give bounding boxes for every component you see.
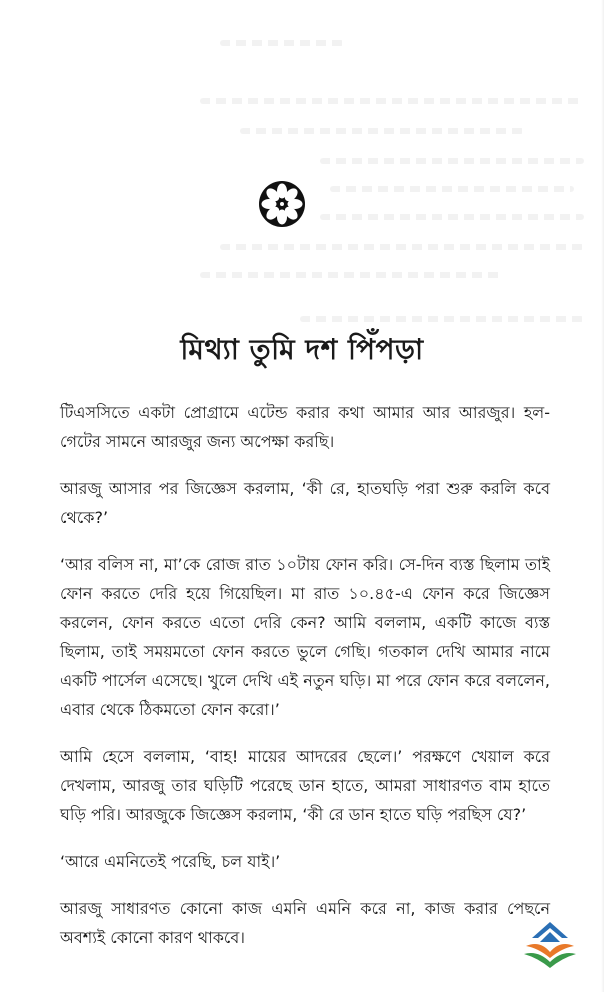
bleed-through-line: [320, 214, 584, 220]
bleed-through-line: [200, 272, 504, 278]
paragraph: আরজু সাধারণত কোনো কাজ এমনি এমনি করে না, কাজ করার পেছনে অবশ্যই কোনো কারণ থাকবে।: [60, 899, 550, 947]
paragraph: টিএসসিতে একটা প্রোগ্রামে এটেন্ড করার কথা আমার আর আরজুর। হল-গেটের সামনে আরজুর জন্য অপেক্ষা করছি।: [60, 403, 550, 451]
bleed-through-line: [220, 244, 584, 250]
flower-ornament-icon: [258, 180, 306, 228]
publisher-logo-icon: [518, 918, 582, 970]
bleed-through-line: [240, 128, 524, 134]
bleed-through-line: [200, 98, 584, 104]
body-text: [60, 398, 550, 970]
paragraph: ‘আরে এমনিতেই পরেছি, চল যাই।’: [60, 852, 281, 871]
chapter-title: মিথ্যা তুমি দশ পিঁপড়া: [180, 333, 424, 366]
bleed-through-line: [330, 186, 574, 192]
bleed-through-line: [300, 316, 584, 322]
paragraph: ‘আর বলিস না, মা’কে রোজ রাত ১০টায় ফোন করি। সে-দিন ব্যস্ত ছিলাম তাই ফোন করতে দেরি হয়ে গিয়েছিল। মা রাত ১০.৪৫-এ ফোন করে জিজ্ঞেস করলেন, ফোন করতে এতো দেরি কেন? আমি বললাম, একটি কাজে ব্যস্ত ছিলাম, তাই সময়মতো ফোন করতে ভুলে গেছি। গতকাল দেখি আমার নামে একটি পার্সেল এসেছে। খুলে দেখি এই নতুন ঘড়ি। মা পরে ফোন করে বললেন, এবার থেকে ঠিকমতো ফোন করো।’: [60, 555, 550, 719]
bleed-through-line: [320, 158, 584, 164]
paragraph: আরজু আসার পর জিজ্ঞেস করলাম, ‘কী রে, হাতঘড়ি পরা শুরু করলি কবে থেকে?’: [60, 479, 550, 527]
bleed-through-line: [220, 40, 344, 46]
paragraph: আমি হেসে বললাম, ‘বাহ! মায়ের আদরের ছেলে।’ পরক্ষণে খেয়াল করে দেখলাম, আরজু তার ঘড়িটি পরেছে ডান হাতে, আমরা সাধারণত বাম হাতে ঘড়ি পরি। আরজুকে জিজ্ঞেস করলাম, ‘কী রে ডান হাতে ঘড়ি পরছিস যে?’: [60, 747, 550, 824]
